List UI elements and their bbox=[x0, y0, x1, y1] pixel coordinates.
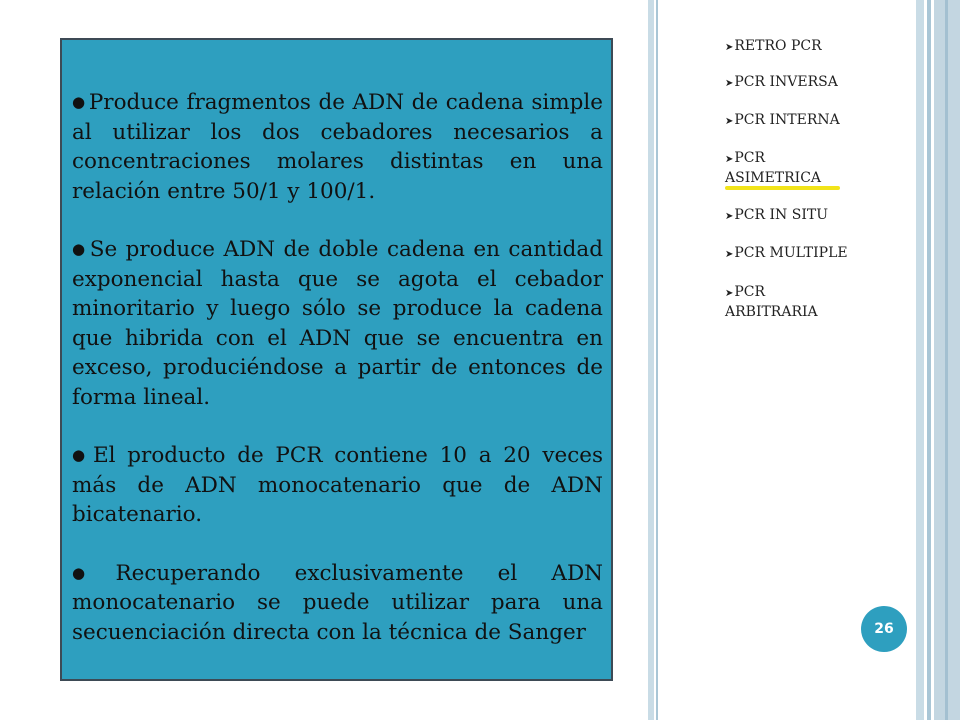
menu-item-retro-pcr[interactable] bbox=[725, 37, 822, 57]
arrow-icon: ➤ bbox=[725, 211, 734, 222]
bullet-dot-icon: ● bbox=[72, 93, 86, 111]
arrow-icon: ➤ bbox=[725, 42, 734, 53]
arrow-icon: ➤ bbox=[725, 288, 734, 299]
menu-item-label: PCR INVERSA bbox=[734, 74, 838, 90]
menu-item-pcr-interna[interactable] bbox=[725, 111, 840, 131]
highlight-underline bbox=[725, 186, 840, 190]
decorative-stripe bbox=[927, 0, 931, 720]
menu-item-pcr-multiple[interactable] bbox=[725, 244, 848, 264]
decorative-stripe bbox=[648, 0, 654, 720]
arrow-icon: ➤ bbox=[725, 116, 734, 127]
bullet-dot-icon: ● bbox=[72, 240, 87, 258]
bullet-text: Recuperando exclusivamente el ADN monocatenario se puede utilizar para una secuenciación directa con la técnica de Sanger bbox=[72, 560, 603, 645]
arrow-icon: ➤ bbox=[725, 78, 734, 89]
bullet-dot-icon: ● bbox=[72, 446, 90, 464]
bullet-text: Produce fragmentos de ADN de cadena simple al utilizar los dos cebadores necesarios a concentraciones molares distintas en una relación entre 50/1 y 100/1. bbox=[72, 90, 603, 204]
bullet-item bbox=[72, 441, 603, 530]
menu-item-label: PCR IN SITU bbox=[734, 207, 829, 223]
bullet-item bbox=[72, 235, 603, 412]
arrow-icon: ➤ bbox=[725, 249, 734, 260]
menu-item-pcr-inversa[interactable] bbox=[725, 73, 838, 93]
decorative-stripe bbox=[656, 0, 658, 720]
menu-item-pcr-in-situ[interactable] bbox=[725, 206, 828, 226]
menu-item-label: PCR INTERNA bbox=[734, 112, 840, 128]
menu-item-label: PCR bbox=[734, 284, 766, 300]
bullet-item bbox=[72, 559, 603, 648]
arrow-icon: ➤ bbox=[725, 154, 734, 165]
menu-item-pcr-asimetrica[interactable] bbox=[725, 149, 821, 187]
bullet-item bbox=[72, 88, 603, 206]
page-number-badge bbox=[861, 606, 907, 652]
menu-item-label: PCR bbox=[734, 150, 766, 166]
decorative-stripe bbox=[945, 0, 948, 720]
menu-item-label-line2: ASIMETRICA bbox=[725, 170, 822, 186]
menu-item-label-line2: ARBITRARIA bbox=[725, 304, 818, 320]
page-number: 26 bbox=[874, 621, 894, 637]
menu-item-pcr-arbitraria[interactable] bbox=[725, 283, 818, 321]
decorative-stripe bbox=[916, 0, 924, 720]
bullet-text: El producto de PCR contiene 10 a 20 veces más de ADN monocatenario que de ADN bicatenario. bbox=[72, 443, 603, 527]
menu-item-label: RETRO PCR bbox=[734, 38, 822, 54]
content-box bbox=[60, 38, 613, 681]
bullet-dot-icon: ● bbox=[72, 563, 113, 582]
menu-item-label: PCR MULTIPLE bbox=[734, 245, 848, 261]
bullet-text: Se produce ADN de doble cadena en cantidad exponencial hasta que se agota el cebador minoritario y luego sólo se produce la cadena que hibrida con el ADN que se encuentra en exceso, produciéndose a partir de entonces de forma lineal. bbox=[72, 237, 603, 410]
